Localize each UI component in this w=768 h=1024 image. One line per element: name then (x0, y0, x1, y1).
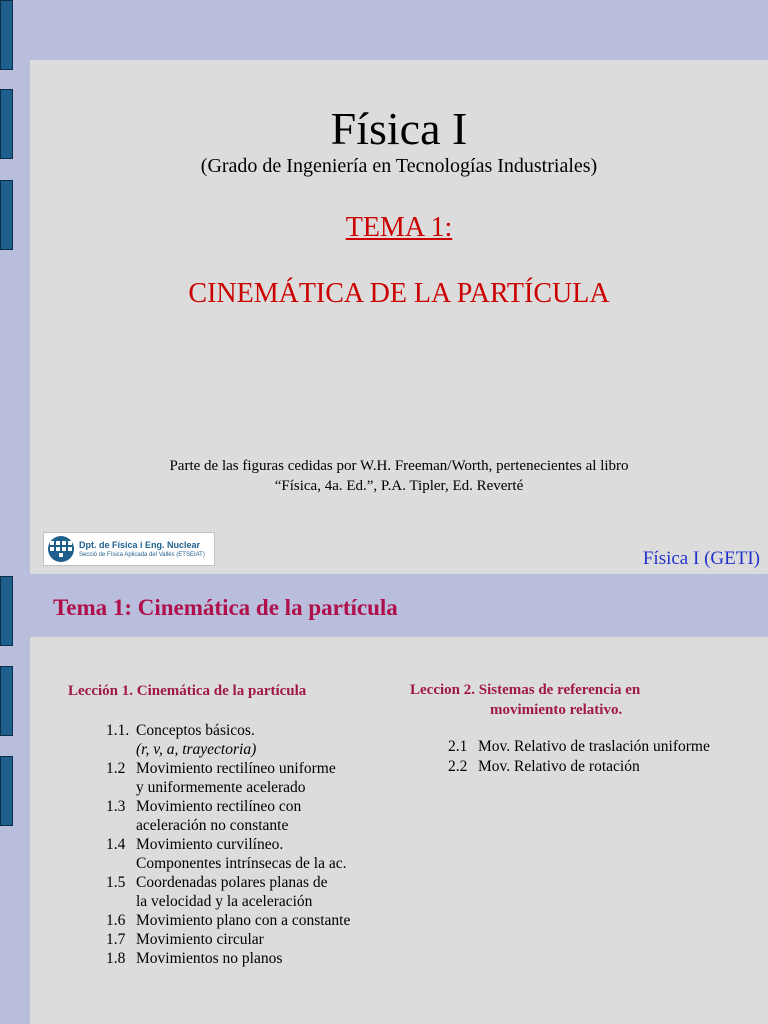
lesson2-title-line: Leccion 2. Sistemas de referencia en (410, 682, 641, 698)
list-item (106, 797, 350, 835)
list-item (106, 759, 350, 797)
item-number: 1.6 (106, 912, 126, 929)
lesson2-title (410, 680, 640, 720)
list-item (448, 737, 710, 757)
lesson1-list (106, 721, 350, 968)
lesson2-title-line: movimiento relativo. (490, 702, 623, 718)
item-number: 2.2 (448, 757, 468, 775)
slide-tab (0, 756, 13, 826)
list-item (106, 911, 350, 930)
slide-tab (0, 576, 13, 646)
logo-line1: Dpt. de Física i Eng. Nuclear (79, 539, 201, 550)
item-number: 1.7 (106, 931, 126, 948)
item-text: Movimiento circular (136, 931, 264, 948)
item-text: Movimiento rectilíneo uniforme (136, 760, 336, 777)
item-number: 2.1 (448, 738, 468, 755)
lesson1-title: Lección 1. Cinemática de la partícula (68, 683, 307, 699)
slide-tab (0, 180, 13, 250)
item-number: 1.3 (106, 798, 126, 815)
slide2-header: Tema 1: Cinemática de la partícula (53, 595, 398, 620)
item-number: 1.2 (106, 760, 126, 777)
item-text: Movimientos no planos (136, 950, 283, 967)
item-text: Mov. Relativo de traslación uniforme (478, 738, 710, 755)
item-text: (r, v, a, trayectoria) (136, 741, 257, 758)
course-title: Física I (330, 103, 468, 154)
lesson2-list (448, 737, 710, 776)
item-number: 1.8 (106, 950, 126, 967)
contents-slide (30, 637, 768, 1024)
item-text: Mov. Relativo de rotación (478, 757, 640, 775)
credits-line: Parte de las figuras cedidas por W.H. Freeman/Worth, pertenecientes al libro (169, 458, 629, 474)
logo-line2: Secció de Física Aplicada del Vallès (ETSEIAT) (79, 551, 205, 558)
item-text: Movimiento rectilíneo con (136, 798, 302, 815)
item-text: Conceptos básicos. (136, 722, 255, 739)
credits-line: “Física, 4a. Ed.”, P.A. Tipler, Ed. Reverté (274, 478, 524, 494)
item-text: aceleración no constante (136, 817, 289, 834)
upc-logo-icon (48, 536, 74, 562)
list-item (448, 757, 710, 777)
list-item (106, 835, 350, 873)
footer-course: Física I (GETI) (642, 548, 760, 569)
slide-tab (0, 89, 13, 159)
item-number: 1.4 (106, 836, 126, 853)
tema-label: TEMA 1: (345, 212, 453, 243)
item-number: 1.1. (106, 722, 130, 739)
item-text: Coordenadas polares planas de (136, 874, 328, 891)
list-item (106, 873, 350, 911)
title-slide (30, 60, 768, 574)
item-text: y uniformemente acelerado (136, 779, 306, 796)
list-item (106, 949, 350, 968)
item-text: Movimiento curvilíneo. (136, 836, 284, 853)
slide-tab (0, 0, 13, 70)
department-logo (43, 532, 215, 566)
credits (30, 456, 768, 496)
list-item (106, 721, 350, 759)
item-number: 1.5 (106, 874, 126, 891)
slide-tab (0, 666, 13, 736)
course-subtitle: (Grado de Ingeniería en Tecnologías Industriales) (200, 155, 598, 177)
topic-heading: CINEMÁTICA DE LA PARTÍCULA (188, 278, 610, 309)
list-item (106, 930, 350, 949)
item-text: Componentes intrínsecas de la ac. (136, 855, 347, 872)
item-text: Movimiento plano con a constante (136, 912, 351, 929)
item-text: la velocidad y la aceleración (136, 893, 313, 910)
